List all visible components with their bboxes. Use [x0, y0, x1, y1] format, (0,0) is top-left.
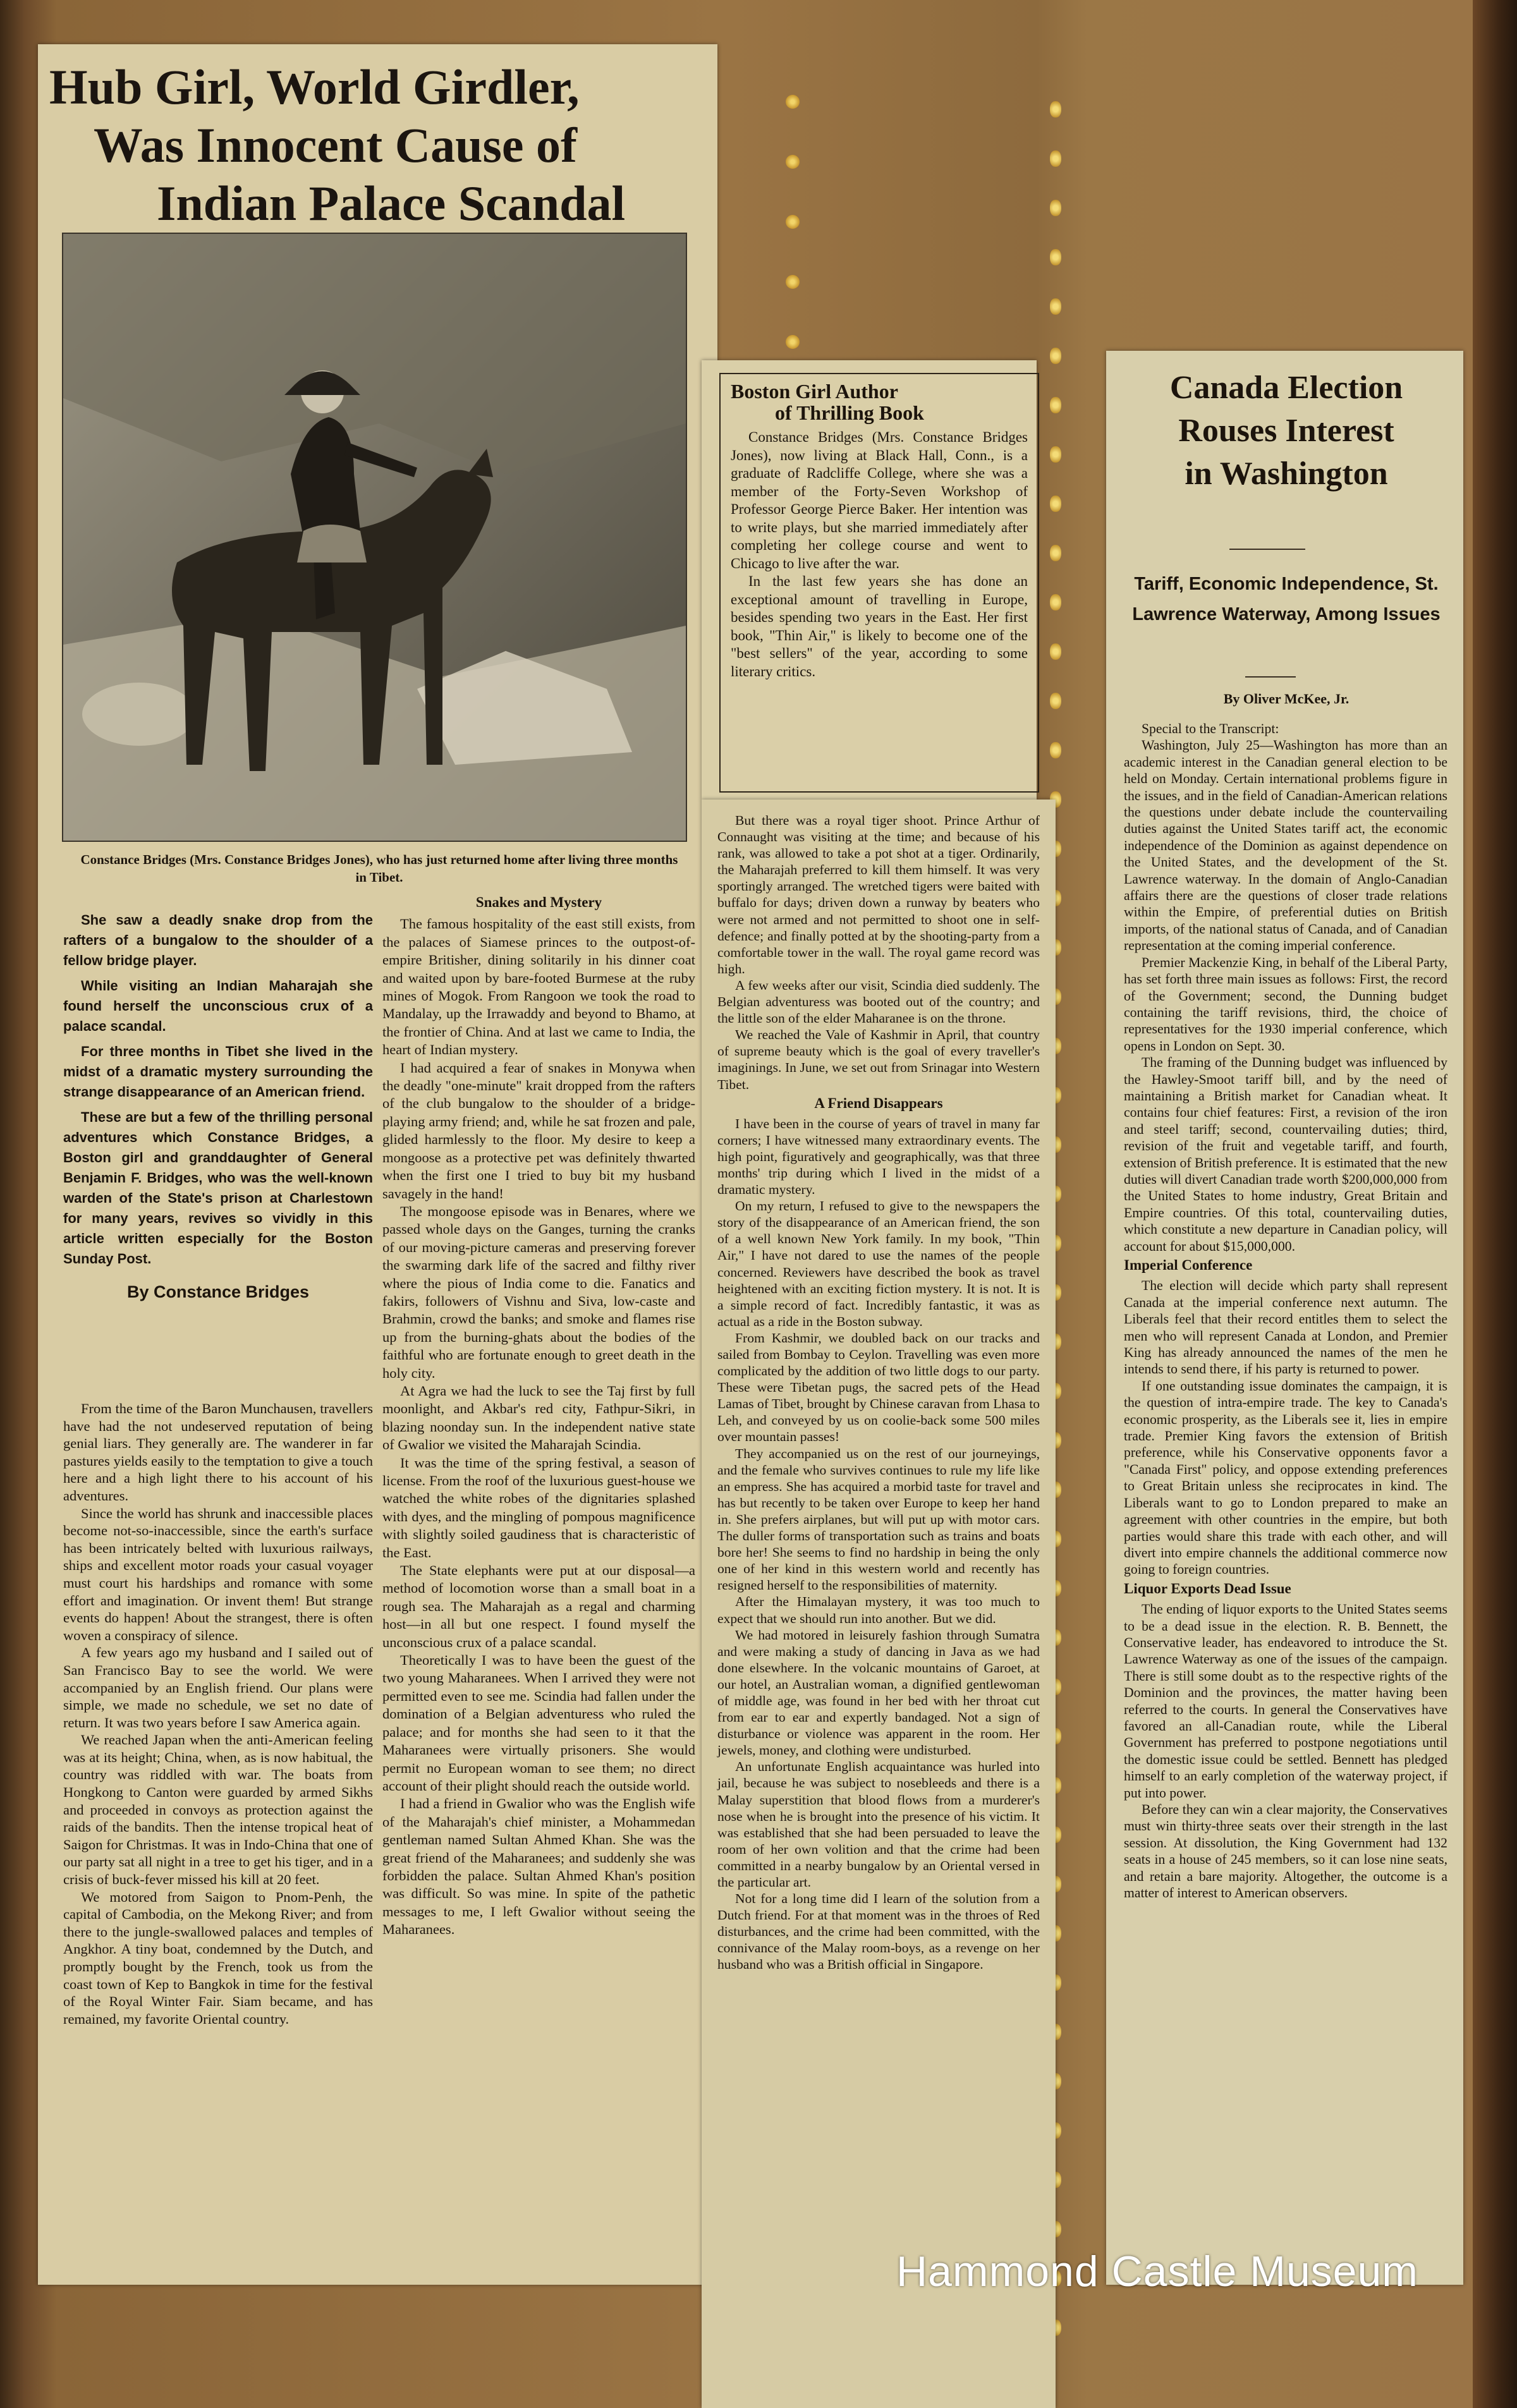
body-paragraph: We had motored in leisurely fashion through Sumatra and were making a study of dancing in Java as we had done elsewhere. In the volcanic mountains of Garoet, at our hotel, an Australian woman, a dignified gentlewoman of middle age, was found in her bed with her throat cut from ear to ear and expertly bandaged. Not a sign of disturbance or violence was apparent in the room. Her jewels, money, and clothing were undisturbed. [717, 1627, 1040, 1758]
headline-line: Canada Election [1169, 370, 1403, 406]
body-paragraph: A few weeks after our visit, Scindia died suddenly. The Belgian adventuress was booted out of the country; and the little son of the elder Maharanee is on the throne. [717, 977, 1040, 1026]
body-paragraph: I have been in the course of years of travel in many far corners; I have witnessed many extraordinary events. The high point, figuratively and geographically, was that three months' trip during which I lived in the midst of a dramatic mystery. [717, 1116, 1040, 1198]
museum-watermark: Hammond Castle Museum [896, 2247, 1418, 2296]
headline-line: in Washington [1185, 456, 1388, 492]
article-column-3 [717, 812, 1040, 1973]
page-edge [1473, 0, 1517, 2408]
binding-hole [786, 95, 800, 109]
binding-hole [1050, 693, 1061, 709]
body-paragraph: The State elephants were put at our disposal—a method of locomotion worse than a small boat in a rough sea. The Maharajah as a regal and charming host—in all but one respect. I found myself the unconscious crux of a palace scandal. [382, 1562, 695, 1650]
headline-line: Hub Girl, World Girdler, [49, 59, 580, 114]
binding-hole [786, 335, 800, 349]
canada-deck: Tariff, Economic Independence, St. Lawrence Waterway, Among Issues [1132, 574, 1441, 624]
article-byline: By Constance Bridges [126, 1282, 310, 1301]
subheading-friend: A Friend Disappears [814, 1095, 943, 1111]
box-title-line: Boston Girl Author [731, 380, 898, 403]
photo-caption: Constance Bridges (Mrs. Constance Bridges Jones), who has just returned home after living three months in Tibet. [80, 852, 678, 885]
canada-byline: By Oliver McKee, Jr. [1223, 691, 1349, 707]
binding-hole [1050, 446, 1061, 463]
binding-hole [1050, 249, 1061, 265]
binding-hole [1050, 348, 1061, 364]
divider-rule [1245, 676, 1296, 678]
headline-line: Rouses Interest [1178, 413, 1394, 449]
subheading-imperial: Imperial Conference [1124, 1257, 1253, 1273]
binding-hole [1050, 496, 1061, 512]
binding-hole [1050, 397, 1061, 413]
body-paragraph: Since the world has shrunk and inaccessible places become not-so-inaccessible, since the earth's surface has been intricately belted with luxurious railways, ships and excellent motor roads your casual voyager must court his hardships and romance with some effort and imagination. Or invent them! But strange events do happen! About the strangest, there is often woven a conspiracy of silence. [63, 1505, 373, 1643]
body-paragraph: Special to the Transcript: [1142, 721, 1279, 736]
headline-line: Indian Palace Scandal [157, 176, 626, 231]
box-title [731, 380, 1028, 423]
binding-hole [1050, 643, 1061, 660]
article-column-2 [382, 891, 695, 1939]
body-paragraph: I had a friend in Gwalior who was the English wife of the Maharajah's chief minister, a Mohammedan gentleman named Sultan Ahmed Khan. She was the great friend of the Maharanees; and suddenly she was forbidden the palace. Sultan Ahmed Khan's position was difficult. So was mine. In spite of the pathetic messages to me, I left Gwalior without seeing the Maharanees. [382, 1796, 695, 1938]
body-paragraph: An unfortunate English acquaintance was hurled into jail, because he was subject to nosebleeds and there is a Malay superstition that blood flows from a murderer's nose when he is brought into the presence of his victim. It was established that she had been persuaded to leave the room of her own volition and that the crime had been committed in a nearby bungalow by an Oriental versed in the particular art. [717, 1759, 1040, 1890]
binding-hole [1050, 594, 1061, 611]
body-paragraph: The framing of the Dunning budget was influenced by the Hawley-Smoot tariff bill, and by the need of maintaining a British market for Canadian wheat. It contains four chief features: First, a revision of the iron and steel tariff; second, countervailing duties; third, revision of the fruit and vegetable tariff, and fourth, extension of British preference. It is estimated that the new duties will divert Canadian trade worth $200,000,000 from the United States to home industry, Great Britain and Empire countries. Of this total, countervailing duties, which constitute a new departure in Canadian policy, will account for about $15,000,000. [1124, 1055, 1447, 1254]
binding-hole [1050, 298, 1061, 315]
binding-hole [786, 155, 800, 169]
canada-headline [1125, 367, 1447, 496]
binding-hole [1050, 150, 1061, 167]
binding-hole [786, 215, 800, 229]
body-paragraph: It was the time of the spring festival, a season of license. From the roof of the luxurious guest-house we watched the white robes of the dignitaries splashed with dyes, and the mingling of pompous magnificence with slightly soiled gaudiness that is characteristic of the East. [382, 1454, 695, 1560]
canada-body [1124, 721, 1447, 1901]
box-paragraph: In the last few years she has done an exceptional amount of travelling in Europe, besides spending two years in the East. Her first book, "Thin Air," is likely to become one of the "best sellers" of the year, according to some literary critics. [731, 573, 1028, 679]
body-paragraph: I had acquired a fear of snakes in Monywa when the deadly "one-minute" krait dropped from the rafters of the club bungalow to the shoulder of a bridge-playing army friend; and, while he sat frozen and pale, glided harmlessly to the floor. My desire to keep a mongoose as a protective pet was definitely thwarted when the first one I tried to buy bit my husband savagely in the hand! [382, 1059, 695, 1201]
body-paragraph: We reached Japan when the anti-American feeling was at its height; China, when, as is now habitual, the country was riddled with war. The boats from Hongkong to Canton were guarded by armed Sikhs and proceeded in convoys as protection against the raids of the bandits. Then the intense tropical heat of Saigon for Christmas. It was in Indo-China that one of our party sat all night in a tree to get his tiger, and in a crisis of buck-fever missed his kill at 20 feet. [63, 1732, 373, 1888]
body-paragraph: Before they can win a clear majority, the Conservatives must win thirty-three seats over their strength in the last session. At dissolution, the King Government had 132 seats in a house of 245 members, so it can lose nine seats, and retain a bare majority. Altogether, the outcome is a matter of interest to American observers. [1124, 1802, 1447, 1901]
body-paragraph: Washington, July 25—Washington has more than an academic interest in the Canadian general election to be held on Monday. Certain international problems figure in the issues, and in the field of Canadian-American relations the questions under debate include the countervailing duties against the United States tariff act, the economic independence of the Dominion as against dependence on the United States, and the development of the St. Lawrence waterway. In the domain of Anglo-Canadian affairs there are the questions of closer trade relations within the Empire, of preferential duties on British imports, of the national status of Canada, and of Canadian representation at the coming imperial conference. [1124, 738, 1447, 954]
article-headline [49, 58, 700, 233]
body-paragraph: On my return, I refused to give to the newspapers the story of the disappearance of an American friend, the son of a well known New York family. In my book, "Thin Air," I have not dared to use the names of the people concerned. Reviewers have described the book as travel heightened with an exciting fiction mystery. It is not. It is a simple record of fact. Incredibly fantastic, it was as actual as a ride in the Boston subway. [717, 1198, 1040, 1329]
photo-woman-on-horse [62, 233, 687, 842]
body-paragraph: Premier Mackenzie King, in behalf of the Liberal Party, has set forth three main issues as follows: First, the record of the Government; second, the Dunning budget containing the tariff revisions, third, the choice of representatives for the 1930 imperial conference, which opens in London on Sept. 30. [1124, 954, 1447, 1054]
intro-paragraph: While visiting an Indian Maharajah she found herself the unconscious crux of a palace scandal. [63, 978, 373, 1034]
body-paragraph: They accompanied us on the rest of our journeyings, and the female who survives continues to rule my life like an empress. She has acquired a morbid taste for travel and has but recently to be taken over Europe to keep her hand in. She prefers airplanes, but will put up with motor cars. The duller forms of transportation such as trains and boats bore her! She seems to find no hardship in being the only one of her kind in this western world and recently has resigned herself to the responsibilities of maternity. [717, 1445, 1040, 1593]
body-paragraph: But there was a royal tiger shoot. Prince Arthur of Connaught was visiting at the time; and because of his rank, was allowed to take a pot shot at a tiger. Ordinarily, the Maharajah preferred to kill them himself. It was very sportingly arranged. The wretched tigers were baited with buffalo for days; driven down a runway by beaters who were not armed and not permitted to shoot one in self-defence; and finally potted at by the shooting-party from a comfortable tower in the wall. The royal game record was high. [717, 813, 1040, 976]
body-paragraph: The ending of liquor exports to the United States seems to be a dead issue in the election. R. B. Bennett, the Conservative leader, has endeavored to introduce the St. Lawrence Waterway as one of the issues of the campaign. There is still some doubt as to the respective rights of the Dominion and the provinces, the matter having been referred to the courts. In general the Conservatives have favored an all-Canadian route, while the Liberal Government has preferred to postpone negotiations until the domestic issue could be settled. Bennett has pledged himself to an early completion of the waterway project, if put into power. [1124, 1602, 1447, 1801]
intro-paragraph: For three months in Tibet she lived in the midst of a dramatic mystery surrounding the strange disappearance of an American friend. [63, 1043, 373, 1100]
body-paragraph: From Kashmir, we doubled back on our tracks and sailed from Bombay to Ceylon. Travelling was even more complicated by the addition of two little dogs to our party. These were Tibetan pugs, the sacred pets of the Head Lamas of Tibet, brought by Chinese caravan from Lhasa to Leh, and conveyed by us on coolie-back some 500 miles over mountain passes! [717, 1330, 1040, 1445]
body-paragraph: The famous hospitality of the east still exists, from the palaces of Siamese princes to the outpost-of-empire Britisher, dining solitarily in his dinner coat and waited upon by bare-footed Burmese at the ruby mines of Mogok. From Rangoon we took the road to Mandalay, up the Irrawaddy and beyond to Bhamo, at the frontier of China. And at last we came to India, the heart of Indian mystery. [382, 916, 695, 1058]
subheading-liquor: Liquor Exports Dead Issue [1124, 1580, 1291, 1596]
box-paragraph: Constance Bridges (Mrs. Constance Bridges Jones), now living at Black Hall, Conn., is a graduate of Radcliffe College, where she was a member of the Forty-Seven Workshop of Professor George Pierce Baker. Her intention was to write plays, but she married immediately after completing her college course and went to Chicago to live after the war. [731, 429, 1028, 571]
binding-hole [1050, 101, 1061, 118]
body-paragraph: The election will decide which party shall represent Canada at the imperial conference next autumn. The Liberals feel that their record entitles them to select the men who will represent Canada at London, and Premier King has already announced the names of the men he intends to send there, if his party is returned to power. [1124, 1278, 1447, 1377]
body-paragraph: From the time of the Baron Munchausen, travellers have had the not undeserved reputation of being genial liars. They generally are. The wanderer in far pastures yields easily to the temptation to give a touch here and a high light there to his account of his adventures. [63, 1401, 373, 1504]
body-paragraph: Theoretically I was to have been the guest of the two young Maharanees. When I arrived they were not permitted even to see me. Scindia had fallen under the domination of a Belgian adventuress who ruled the palace; and for months she had seen to it that the Maharanees were virtually prisoners. She would permit no European woman to see them; no direct account of their plight should reach the outside world. [382, 1652, 695, 1794]
article-column-1 [63, 1400, 373, 2028]
body-paragraph: The mongoose episode was in Benares, where we passed whole days on the Ganges, turning the cranks of our moving-picture cameras and preserving forever the swarming dark life of the sacred and filthy river where the pious of India come to die. Fanatics and fakirs, followers of Vishnu and Siva, low-caste and Brahmin, crowd the banks; and smoke and flames rise up from the burning-ghats about the bodies of the faithful who are fortunate enough to greet death in the holy city. [382, 1203, 695, 1381]
body-paragraph: At Agra we had the luck to see the Taj first by full moonlight, and Akbar's red city, Fathpur-Sikri, in blazing noonday sun. In the independent native state of Gwalior we visited the Maharajah Scindia. [382, 1382, 695, 1453]
binding-hole [1050, 545, 1061, 561]
box-title-line: of Thrilling Book [775, 401, 924, 424]
body-paragraph: We motored from Saigon to Pnom-Penh, the capital of Cambodia, on the Mekong River; and from there to the jungle-swallowed palaces and temples of Angkhor. A tiny boat, condemned by the Dutch, and promptly bought by the French, took us from the coast town of Kep to Bangkok in time for the festival of the Royal Winter Fair. Siam became, and has remained, my favorite Oriental country. [63, 1888, 373, 2027]
binding-hole [1050, 200, 1061, 216]
article-intro [63, 910, 373, 1311]
body-paragraph: Not for a long time did I learn of the solution from a Dutch friend. For at that moment was in the throes of Red disturbances, and the crime had been committed, with the connivance of the Malay room-boys, as a revenge on her husband who was a British official in Singapore. [717, 1891, 1040, 1973]
intro-paragraph: These are but a few of the thrilling personal adventures which Constance Bridges, a Boston girl and granddaughter of General Benjamin F. Bridges, who was the well-known warden of the State's prison at Charlestown for many years, revives so vividly in this article written especially for the Boston Sunday Post. [63, 1109, 373, 1267]
author-box [719, 373, 1039, 793]
headline-line: Was Innocent Cause of [94, 118, 577, 173]
box-body [731, 429, 1028, 681]
body-paragraph: We reached the Vale of Kashmir in April, that country of supreme beauty which is the goal of every traveller's imaginings. In June, we set out from Srinagar into Western Tibet. [717, 1027, 1040, 1092]
body-paragraph: After the Himalayan mystery, it was too much to expect that we should run into another. But we did. [717, 1594, 1040, 1626]
subheading-snakes: Snakes and Mystery [475, 894, 602, 910]
body-paragraph: If one outstanding issue dominates the campaign, it is the question of intra-empire trade. The key to Canada's economic prosperity, as the Liberals see it, lies in empire trade. Premier King favors the extension of British preference, while his Conservative opponents favor a "Canada First" policy, and oppose extending preferences to Great Britain unless she reciprocates in kind. The Liberals want to go to London prepared to make an agreement with other countries in the empire, but both parties would share this trade with each other, and will divert into empire channels the additional commerce now going to foreign countries. [1124, 1378, 1447, 1578]
body-paragraph: A few years ago my husband and I sailed out of San Francisco Bay to see the world. We were accompanied by an English friend. Our plans were simple, we made no schedule, we set no date of return. It was two years before I saw America again. [63, 1645, 373, 1730]
intro-paragraph: She saw a deadly snake drop from the rafters of a bungalow to the shoulder of a fellow bridge player. [63, 912, 373, 968]
divider-rule [1229, 549, 1305, 550]
binding-hole [786, 275, 800, 289]
binding-hole [1050, 742, 1061, 758]
